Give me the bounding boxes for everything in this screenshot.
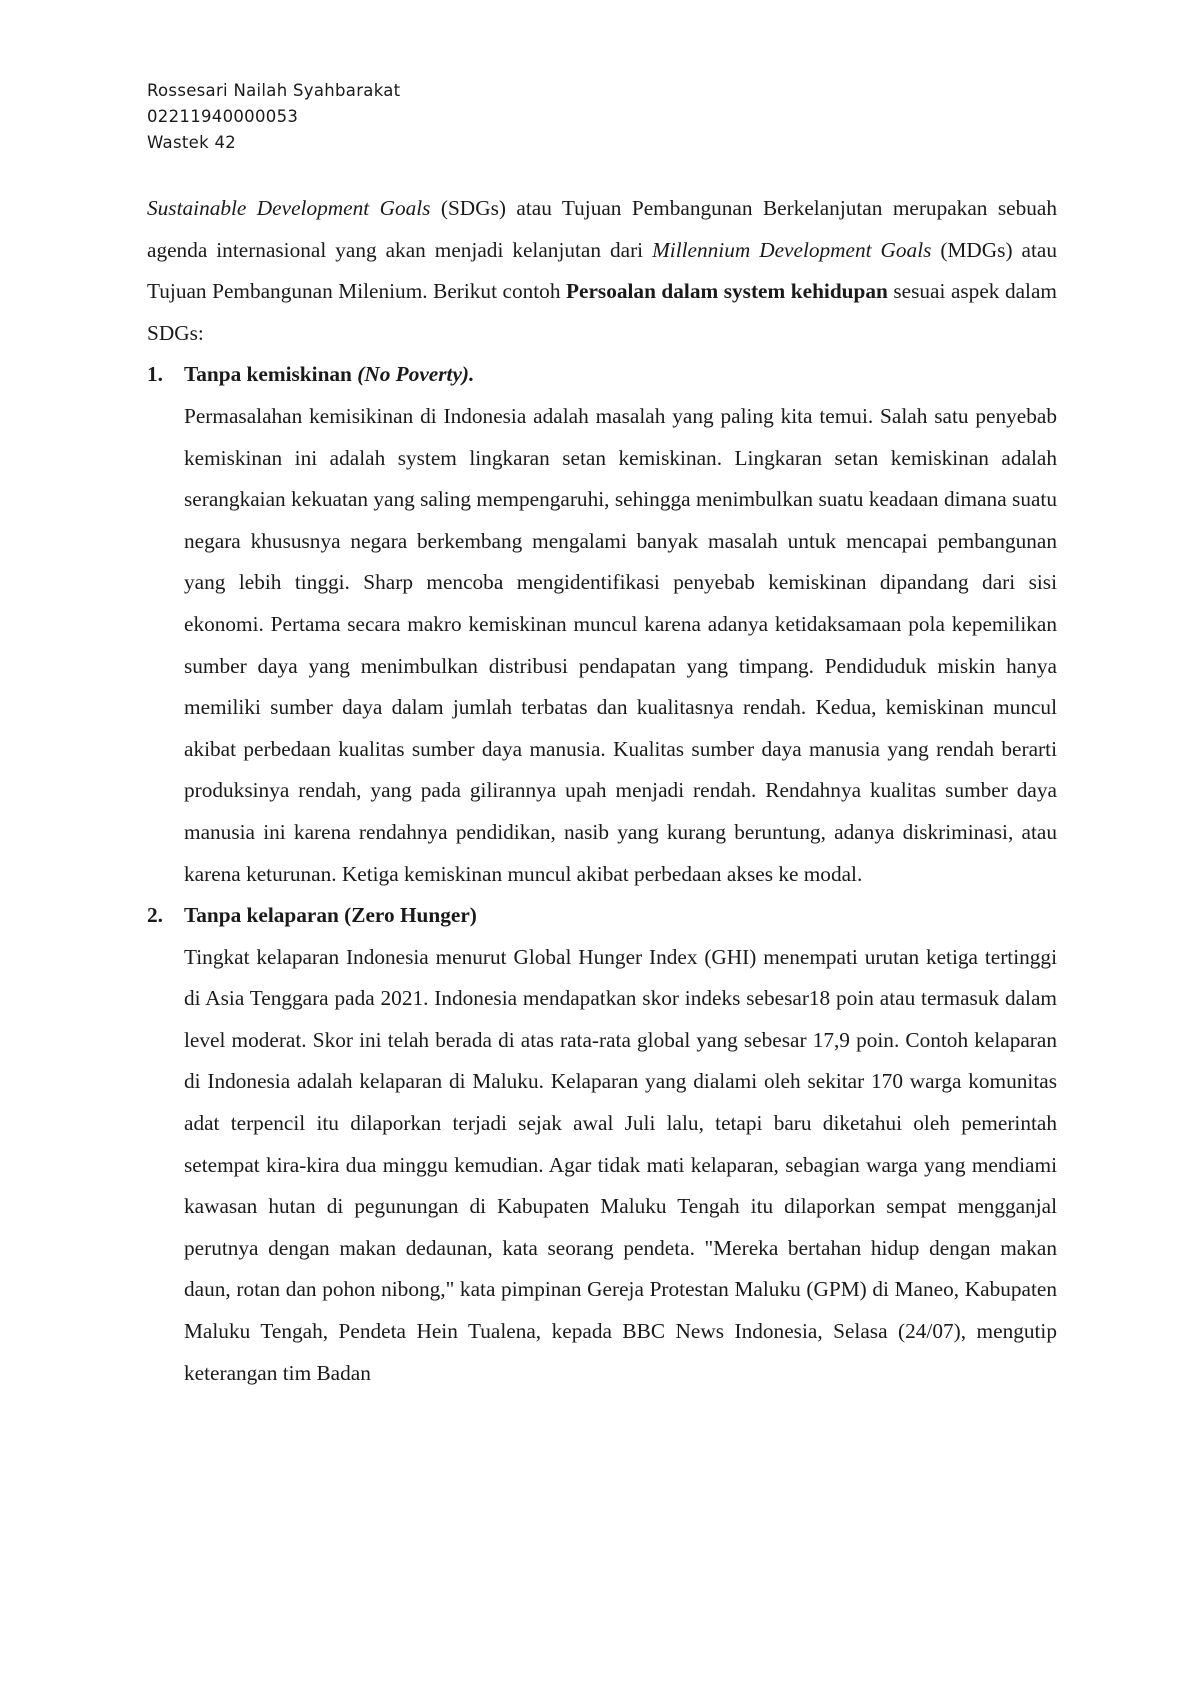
section-2-number: 2. [147, 903, 163, 928]
section-1-title: Tanpa kemiskinan [184, 362, 358, 387]
intro-paragraph [147, 188, 1057, 354]
section-2-heading [147, 895, 1057, 937]
author-name: Rossesari Nailah Syahbarakat [147, 81, 401, 100]
intro-text-2: (MDGs) atau Tujuan Pembangunan Milenium. Berikut contoh [147, 237, 1057, 304]
sdg-term: Sustainable Development Goals [147, 196, 431, 220]
section-1-body: Permasalahan kemisikinan di Indonesia adalah masalah yang paling kita temui. Salah satu penyebab kemiskinan ini adalah system lingkaran setan kemiskinan. Lingkaran setan kemiskinan adalah serangkaian kekuatan yang saling mempengaruhi, sehingga menimbulkan suatu keadaan dimana suatu negara khususnya negara berkembang mengalami banyak masalah untuk mencapai pembangunan yang lebih tinggi. Sharp mencoba mengidentifikasi penyebab kemiskinan dipandang dari sisi ekonomi. Pertama secara makro kemiskinan muncul karena adanya ketidaksamaan pola kepemilikan sumber daya yang menimbulkan distribusi pendapatan yang timpang. Pendiduduk miskin hanya memiliki sumber daya dalam jumlah terbatas dan kualitasnya rendah. Kedua, kemiskinan muncul akibat perbedaan kualitas sumber daya manusia. Kualitas sumber daya manusia yang rendah berarti produksinya rendah, yang pada gilirannya upah menjadi rendah. Rendahnya kualitas sumber daya manusia ini karena rendahnya pendidikan, nasib yang kurang beruntung, adanya diskriminasi, atau karena keturunan. Ketiga kemiskinan muncul akibat perbedaan akses ke modal. [184, 403, 1057, 886]
section-1-number: 1. [147, 362, 163, 387]
document-body [147, 188, 1057, 1394]
section-2-title: Tanpa kelaparan (Zero Hunger) [184, 903, 477, 928]
intro-bold-phrase: Persoalan dalam system kehidupan [566, 279, 888, 304]
group-label: Wastek 42 [147, 133, 237, 152]
author-header [147, 78, 400, 156]
mdg-term: Millennium Development Goals [652, 237, 932, 262]
section-1-heading [147, 354, 1057, 396]
section-2-body: Tingkat kelaparan Indonesia menurut Global Hunger Index (GHI) menempati urutan ketiga tertinggi di Asia Tenggara pada 2021. Indonesia mendapatkan skor indeks sebesar18 poin atau termasuk dalam level moderat. Skor ini telah berada di atas rata-rata global yang sebesar 17,9 poin. Contoh kelaparan di Indonesia adalah kelaparan di Maluku. Kelaparan yang dialami oleh sekitar 170 warga komunitas adat terpencil itu dilaporkan terjadi sejak awal Juli lalu, tetapi baru diketahui oleh pemerintah setempat kira-kira dua minggu kemudian. Agar tidak mati kelaparan, sebagian warga yang mendiami kawasan hutan di pegunungan di Kabupaten Maluku Tengah itu dilaporkan sempat mengganjal perutnya dengan makan dedaunan, kata seorang pendeta. "Mereka bertahan hidup dengan makan daun, rotan dan pohon nibong," kata pimpinan Gereja Protestan Maluku (GPM) di Maneo, Kabupaten Maluku Tengah, Pendeta Hein Tualena, kepada BBC News Indonesia, Selasa (24/07), mengutip keterangan tim Badan [184, 944, 1057, 1385]
section-1-subtitle: (No Poverty). [357, 362, 475, 387]
student-id: 02211940000053 [147, 107, 299, 126]
intro-text-3: sesuai aspek dalam SDGs: [147, 279, 1057, 345]
intro-text-1: (SDGs) atau Tujuan Pembangunan Berkelanjutan merupakan sebuah agenda internasional yang akan menjadi kelanjutan dari [147, 196, 1057, 262]
